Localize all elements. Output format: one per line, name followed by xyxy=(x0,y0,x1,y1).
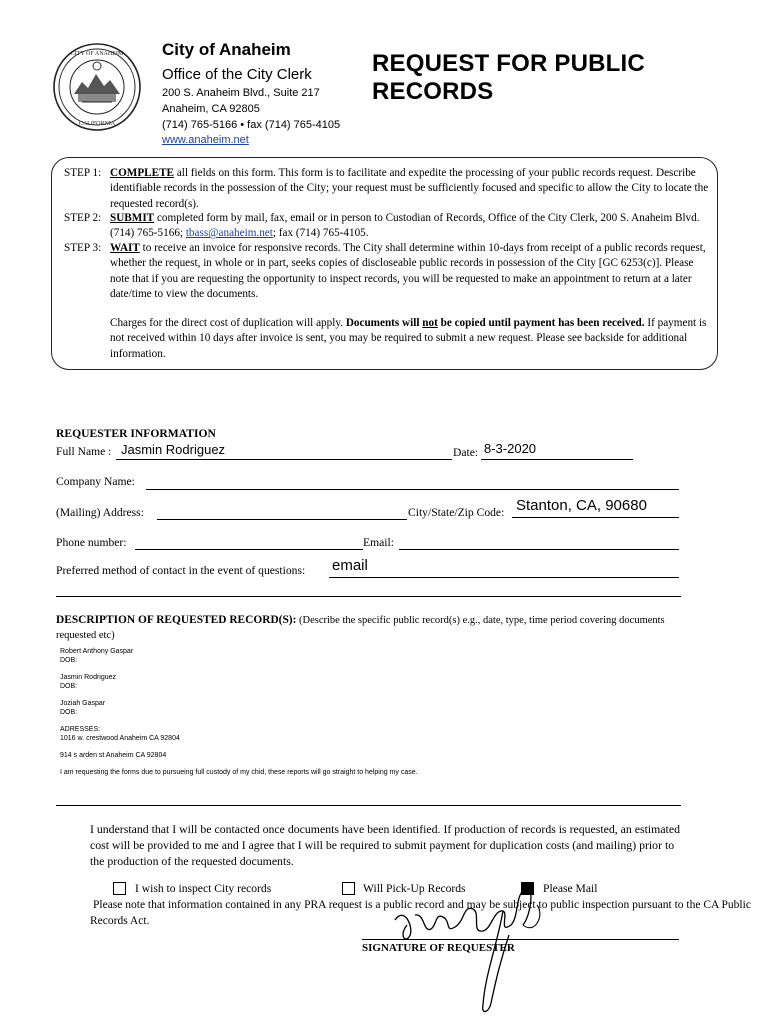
requester-heading: REQUESTER INFORMATION xyxy=(56,427,216,440)
record-line: 1016 w. crestwood Anaheim CA 92804 xyxy=(60,735,180,742)
contact-method-value[interactable]: email xyxy=(332,557,368,574)
step1-body: all fields on this form. This form is to facilitate and expedite the processing of your public records request. Describe identifiable records in the possession of the City; your request must be sufficiently focused and specific to allow the City to locate the requested record(s). xyxy=(110,167,709,210)
full-name-value[interactable]: Jasmin Rodriguez xyxy=(121,442,226,457)
step2-text xyxy=(110,211,715,242)
charges-not: not xyxy=(422,317,438,329)
city-state-zip-line xyxy=(512,517,679,518)
email-line xyxy=(399,549,679,550)
record-line: DOB: xyxy=(60,709,78,716)
step2-label: STEP 2: xyxy=(64,212,102,224)
date-line xyxy=(481,459,633,460)
contact-method-line xyxy=(329,577,679,578)
full-name-line xyxy=(116,459,452,460)
step3-text xyxy=(110,241,715,302)
full-name-label: Full Name : xyxy=(56,445,112,458)
record-line: Robert Anthony Gaspar xyxy=(60,648,134,655)
description-hint: (Describe the specific public record(s) e.g., date, type, time period covering documents requested etc) xyxy=(56,615,665,641)
company-label: Company Name: xyxy=(56,475,135,488)
website-link[interactable]: www.anaheim.net xyxy=(162,134,249,146)
svg-text:CITY OF ANAHEIM: CITY OF ANAHEIM xyxy=(70,51,124,57)
charges-bold-b: be copied until payment has been received. xyxy=(437,317,645,329)
office-phone-fax: (714) 765-5166 • fax (714) 765-4105 xyxy=(162,119,341,131)
address-label: (Mailing) Address: xyxy=(56,506,144,519)
charges-bold-a: Documents will xyxy=(345,317,423,329)
record-line: ADRESSES: xyxy=(60,726,101,733)
section-divider-bottom xyxy=(56,805,681,806)
phone-label: Phone number: xyxy=(56,536,127,549)
record-line: Joziah Gaspar xyxy=(60,700,106,707)
inspect-records-label: I wish to inspect City records xyxy=(135,882,272,895)
charges-text-a: Charges for the direct cost of duplication will apply. xyxy=(110,317,346,329)
description-heading xyxy=(56,613,676,643)
step2-body-a: completed form by mail, fax, email or in person to Custodian of Records, Office of the City Clerk, 200 S. Anaheim Blvd. (714) 765-5166; xyxy=(110,212,700,240)
office-name: Office of the City Clerk xyxy=(162,66,312,83)
step3-label: STEP 3: xyxy=(64,242,102,254)
record-line: I am requesting the forms due to pursueing full custody of my chid, these reports will go straight to helping my case. xyxy=(60,769,418,776)
phone-line xyxy=(135,549,363,550)
signature-label: SIGNATURE OF REQUESTER xyxy=(362,942,515,954)
step2-keyword: SUBMIT xyxy=(110,212,155,224)
office-address-line2: Anaheim, CA 92805 xyxy=(162,103,260,115)
date-value[interactable]: 8-3-2020 xyxy=(484,441,537,456)
step1-keyword: COMPLETE xyxy=(110,167,175,179)
form-title: REQUEST FOR PUBLIC RECORDS xyxy=(372,50,645,105)
description-title: DESCRIPTION OF REQUESTED RECORD(S): xyxy=(56,614,297,626)
charges-notice xyxy=(110,316,715,362)
city-seal-logo xyxy=(52,42,142,132)
charges-text-c: If payment is not received within 10 days after invoice is sent, you may be required to submit a new request. Please see backside for additional information. xyxy=(110,317,707,360)
address-line xyxy=(157,519,407,520)
please-mail-label: Please Mail xyxy=(543,882,598,895)
email-label: Email: xyxy=(363,536,394,549)
svg-text:CALIFORNIA: CALIFORNIA xyxy=(78,121,116,127)
record-line: DOB: xyxy=(60,683,78,690)
step3-keyword: WAIT xyxy=(110,242,140,254)
city-name: City of Anaheim xyxy=(162,40,291,59)
record-line: Jasmin Rodriguez xyxy=(60,674,117,681)
step1-label: STEP 1: xyxy=(64,167,102,179)
contact-method-label: Preferred method of contact in the event of questions: xyxy=(56,564,306,577)
pickup-records-label: Will Pick-Up Records xyxy=(363,882,466,895)
step3-body: to receive an invoice for responsive records. The City shall determine within 10-days from receipt of a public records request, whether the request, in whole or in part, seeks copies of discloseable public records in possession of the City [GC 6253(c)]. Please note that if you are requesting the opportunity to inspect records, you will be requested to make an appointment to return at a later date/time to view the documents. xyxy=(110,242,706,300)
office-address-line1: 200 S. Anaheim Blvd., Suite 217 xyxy=(162,87,320,99)
section-divider-top xyxy=(56,596,681,597)
city-state-zip-label: City/State/Zip Code: xyxy=(408,506,505,519)
pickup-records-checkbox[interactable] xyxy=(342,882,355,895)
public-record-note: Please note that information contained in any PRA request is a public record and may be subject to public inspection pursuant to the CA Public Records Act. xyxy=(90,899,751,927)
date-label: Date: xyxy=(453,446,479,459)
clerk-email-link[interactable]: tbass@anaheim.net xyxy=(185,227,273,240)
handwritten-signature xyxy=(385,875,565,1020)
company-line xyxy=(146,489,679,490)
agreement-text: I understand that I will be contacted once documents have been identified. If production of records is requested, an estimated cost will be provided to me and I agree that I will be required to submit payment for duplication costs (and mailing) prior to the production of the requested documents. xyxy=(90,822,680,868)
step1-text xyxy=(110,166,715,212)
inspect-records-checkbox[interactable] xyxy=(113,882,126,895)
step2-body-b: ; fax (714) 765-4105. xyxy=(272,227,369,240)
record-line: 914 s arden st Anaheim CA 92804 xyxy=(60,752,167,759)
record-line: DOB: xyxy=(60,657,78,664)
city-state-zip-value[interactable]: Stanton, CA, 90680 xyxy=(516,497,647,514)
